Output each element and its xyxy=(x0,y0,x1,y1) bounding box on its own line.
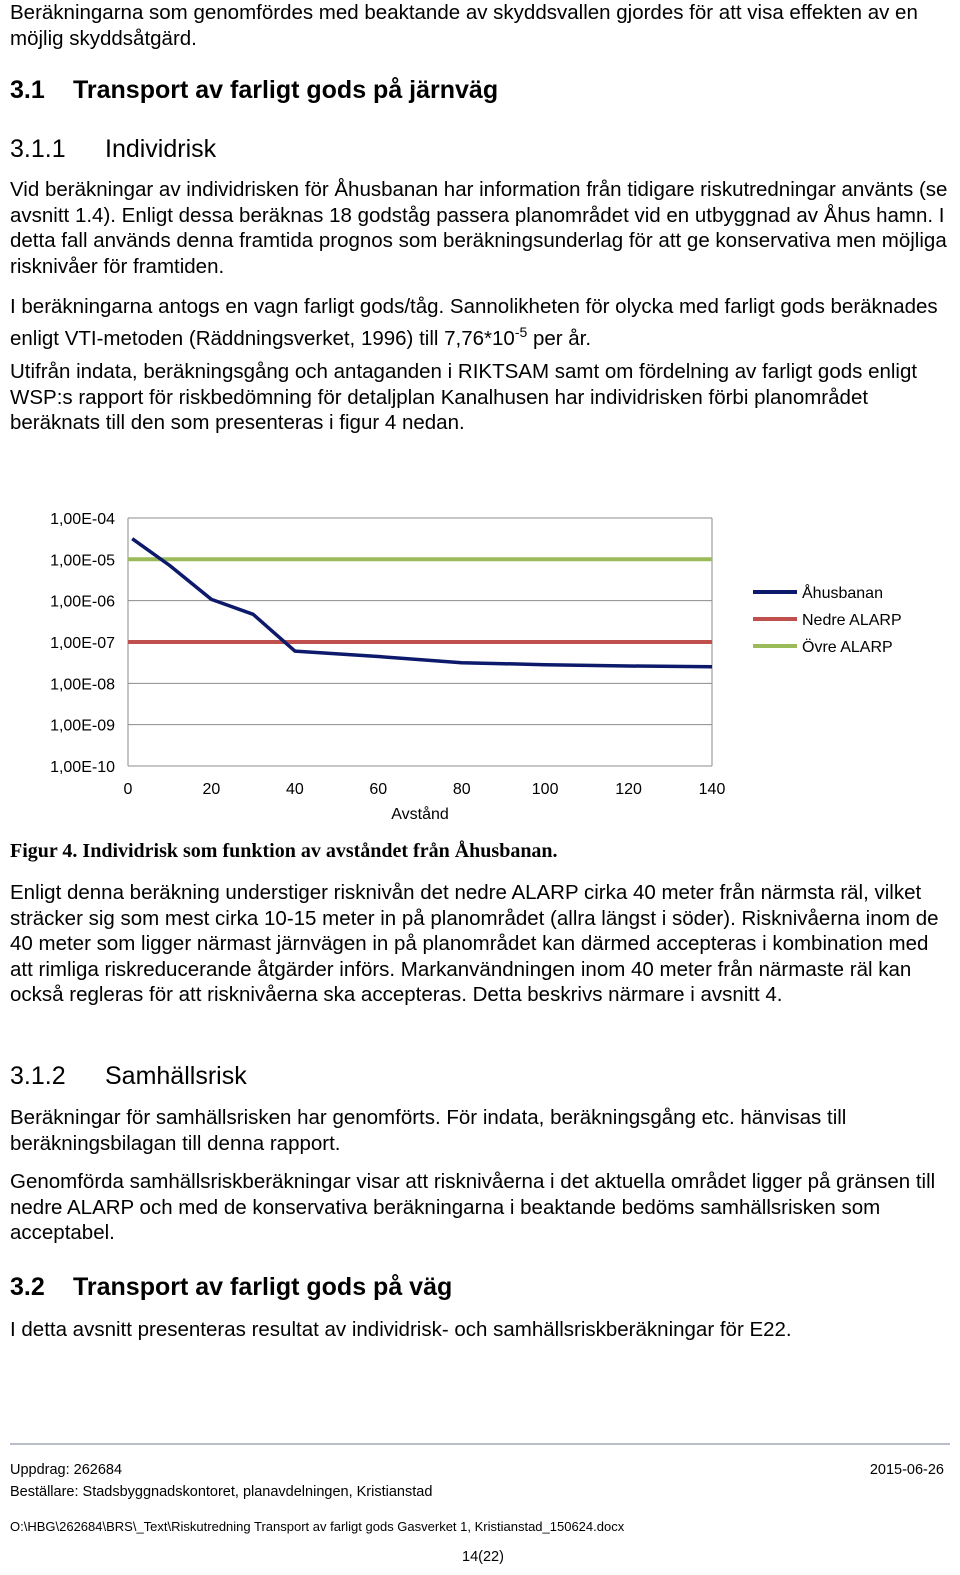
footer-uppdrag: Uppdrag: 262684 xyxy=(10,1462,123,1478)
sentence-2-end: per år. xyxy=(527,326,592,350)
y-tick-label-4: 1,00E-08 xyxy=(50,676,115,694)
heading-3-1-2 xyxy=(10,1062,247,1091)
x-tick-label-3: 60 xyxy=(369,781,388,798)
footer-file-path: O:\HBG\262684\BRS\_Text\Riskutredning Transport av farligt gods Gasverket 1, Kristianstad_150624.docx xyxy=(10,1519,625,1534)
paragraph-samhallsrisk-1: Beräkningar för samhällsrisken har genomförts. För indata, beräkningsgång etc. hänvisas till beräkningsbilagan till denna rapport. xyxy=(10,1106,847,1155)
heading-3-1-number: 3.1 xyxy=(10,76,45,104)
y-tick-label-5: 1,00E-09 xyxy=(50,717,115,735)
paragraph-after-figure: Enligt denna beräkning understiger risknivån det nedre ALARP cirka 40 meter från närmsta räl, vilket sträcker sig som mest cirka 10-15 meter in på planområdet (allra längst i söder). Risknivåerna inom de 40 meter som ligger närmast järnvägen in på planområdet kan därmed accepteras i kombination med att rimliga riskreducerande åtgärder införs. Markanvändningen inom 40 meter från närmaste räl kan också regleras för att risknivåerna ska accepteras. Detta beskrivs närmare i avsnitt 4. xyxy=(10,881,939,1007)
legend-label-nedre-alarp: Nedre ALARP xyxy=(802,612,902,629)
heading-3-2-number: 3.2 xyxy=(10,1273,45,1301)
heading-3-2-text: Transport av farligt gods på väg xyxy=(73,1273,453,1301)
y-tick-labels xyxy=(50,511,115,776)
x-tick-label-1: 20 xyxy=(202,781,221,798)
figure-caption: Figur 4. Individrisk som funktion av avståndet från Åhusbanan. xyxy=(10,840,558,862)
sentence-3: I detta fall används denna framtida prognos som beräkningsunderlag för att ge konservativa men möjliga risknivåer för framtiden. xyxy=(10,203,947,278)
paragraph-individrisk-2 xyxy=(10,294,955,351)
sentence-1: I beräkningarna antogs en vagn farligt gods/tåg. xyxy=(10,295,445,318)
paragraph-samhallsrisk-2: Genomförda samhällsriskberäkningar visar att risknivåerna i det aktuella området ligger på gränsen till nedre ALARP och med de konservativa beräkningarna i beaktande bedöms samhällsrisken som acceptabel. xyxy=(10,1170,936,1245)
paragraph-individrisk-1 xyxy=(10,177,955,279)
footer-page-number: 14(22) xyxy=(462,1549,504,1565)
individrisk-chart xyxy=(0,490,960,830)
x-tick-label-0: 0 xyxy=(123,781,133,798)
y-tick-label-0: 1,00E-04 xyxy=(50,511,115,528)
heading-3-2 xyxy=(10,1273,452,1302)
intro-paragraph: Beräkningarna som genomfördes med beaktande av skyddsvallen gjordes för att visa effekten av en möjlig skyddsåtgärd. xyxy=(10,1,918,50)
x-tick-label-4: 80 xyxy=(452,781,471,798)
heading-3-1 xyxy=(10,76,498,105)
sentence-2: Enligt dessa beräknas 18 godståg passera planområdet vid en utbyggnad av Åhus hamn. xyxy=(121,203,934,227)
y-tick-label-1: 1,00E-05 xyxy=(50,552,115,570)
y-tick-label-6: 1,00E-10 xyxy=(50,759,115,776)
sentence-2: Sannolikheten för olycka med farligt gods beräknades enligt VTI-metoden (Räddningsverket, 1996) till 7,76*10 xyxy=(10,295,938,350)
sentence-1: Vid beräkningar av individrisken för Åhusbanan har information från tidigare riskutredningar använts (se avsnitt 1.4). xyxy=(10,178,948,227)
legend-label-ahusbanan: Åhusbanan xyxy=(802,585,883,602)
x-tick-label-2: 40 xyxy=(285,781,304,798)
x-axis-label: Avstånd xyxy=(391,806,449,823)
x-tick-label-7: 140 xyxy=(698,781,726,798)
heading-3-1-1 xyxy=(10,135,216,164)
footer-date: 2015-06-26 xyxy=(869,1462,944,1478)
x-tick-label-6: 120 xyxy=(615,781,642,798)
heading-3-1-text: Transport av farligt gods på järnväg xyxy=(73,76,499,104)
paragraph-vag: I detta avsnitt presenteras resultat av individrisk- och samhällsriskberäkningar för E22. xyxy=(10,1318,792,1341)
heading-3-1-2-number: 3.1.2 xyxy=(10,1062,66,1090)
paragraph-individrisk-3: Utifrån indata, beräkningsgång och antaganden i RIKTSAM samt om fördelning av farligt gods enligt WSP:s rapport för riskbedömning för detaljplan Kanalhusen har individrisken förbi planområdet beräknats till den som presenteras i figur 4 nedan. xyxy=(10,360,918,435)
exponent: -5 xyxy=(514,323,528,340)
footer-bestallare: Beställare: Stadsbyggnadskontoret, planavdelningen, Kristianstad xyxy=(10,1484,433,1500)
footer-divider xyxy=(10,1443,950,1445)
x-tick-labels xyxy=(124,781,726,798)
chart-legend xyxy=(753,583,902,656)
chart-series xyxy=(128,539,712,667)
x-tick-label-5: 100 xyxy=(531,781,559,798)
heading-3-1-1-number: 3.1.1 xyxy=(10,135,66,163)
y-tick-label-3: 1,00E-07 xyxy=(50,635,115,652)
legend-label-ovre-alarp: Övre ALARP xyxy=(802,639,893,656)
heading-3-1-1-text: Individrisk xyxy=(105,135,217,163)
heading-3-1-2-text: Samhällsrisk xyxy=(105,1062,247,1090)
y-tick-label-2: 1,00E-06 xyxy=(50,593,115,611)
